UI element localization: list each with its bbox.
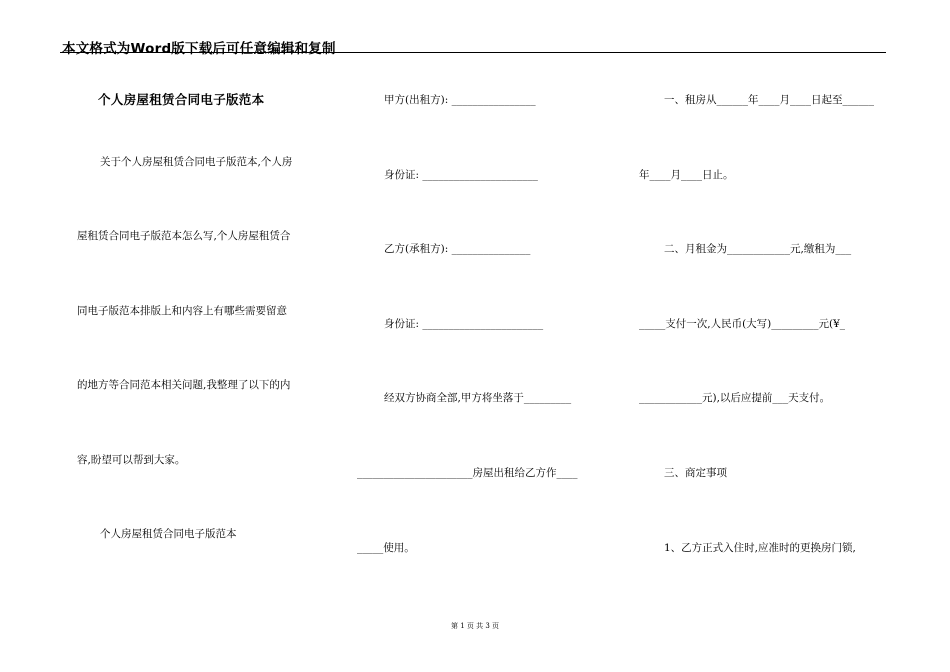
- paragraph-line: ______________________房屋出租给乙方作____: [357, 467, 578, 479]
- section-heading: 个人房屋租赁合同电子版范本: [100, 528, 237, 540]
- header-divider: [60, 52, 886, 53]
- page-number: 第 1 页 共 3 页: [450, 622, 500, 630]
- paragraph-line: 容,盼望可以帮到大家。: [77, 454, 186, 466]
- paragraph-line: 关于个人房屋租赁合同电子版范本,个人房: [100, 156, 293, 168]
- clause-line: 1、乙方正式入住时,应准时的更换房门锁,: [664, 542, 856, 554]
- document-header: 本文格式为Word版下载后可任意编辑和复制: [62, 41, 336, 57]
- clause-line: ____________元),以后应提前___天支付。: [639, 392, 831, 404]
- clause-line: 一、租房从______年____月____日起至______: [664, 94, 874, 106]
- clause-line: 二、月租金为____________元,缴租为___: [664, 243, 852, 255]
- party-b-id-field: 身份证: _______________________: [384, 318, 544, 330]
- document-title: 个人房屋租赁合同电子版范本: [98, 92, 265, 107]
- paragraph-line: 屋租赁合同电子版范本怎么写,个人房屋租赁合: [77, 230, 291, 242]
- paragraph-line: 同电子版范本排版上和内容上有哪些需要留意: [77, 305, 287, 317]
- party-a-id-field: 身份证: ______________________: [384, 169, 538, 181]
- paragraph-line: 的地方等合同范本相关问题,我整理了以下的内: [77, 379, 291, 391]
- paragraph-line: 经双方协商全部,甲方将坐落于_________: [384, 392, 572, 404]
- clause-line: 年____月____日止。: [639, 169, 734, 181]
- section-heading: 三、商定事项: [664, 467, 727, 479]
- party-b-field: 乙方(承租方): _______________: [384, 243, 531, 255]
- paragraph-line: _____使用。: [357, 542, 415, 554]
- party-a-field: 甲方(出租方): ________________: [384, 94, 536, 106]
- clause-line: _____支付一次,人民币(大写)_________元(¥_: [639, 318, 846, 330]
